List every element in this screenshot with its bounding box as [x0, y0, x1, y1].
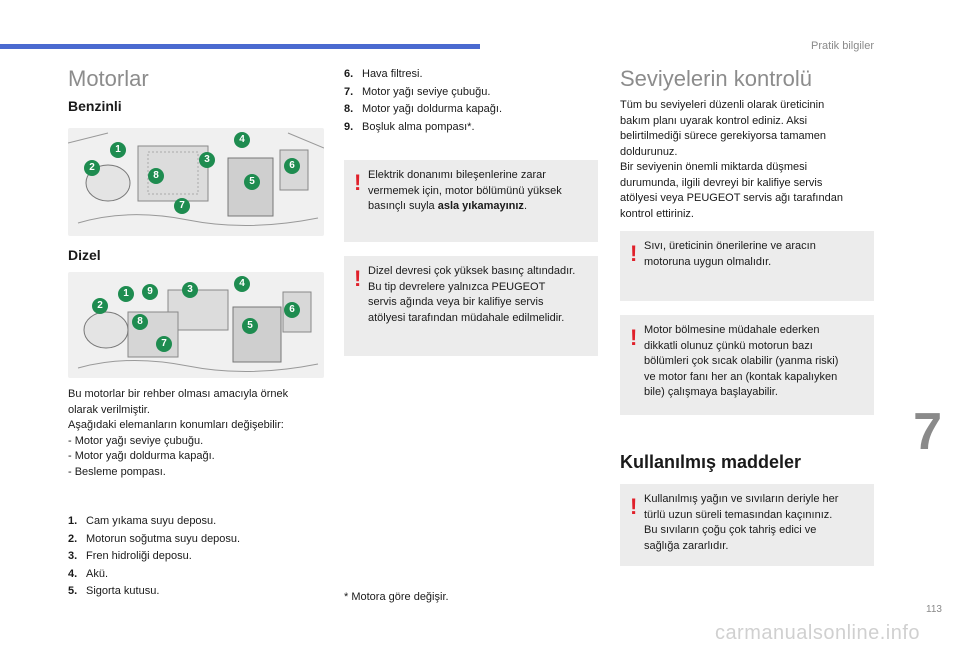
benzinli-engine-illustration: [68, 128, 324, 236]
callout-2: 2: [92, 298, 108, 314]
levels-intro-text: [620, 98, 880, 222]
warning-icon: !: [630, 325, 638, 350]
callout-6: 6: [284, 302, 300, 318]
heading-dizel: Dizel: [68, 247, 101, 263]
callout-6: 6: [284, 158, 300, 174]
dizel-engine-illustration: [68, 272, 324, 378]
warning-text: Motor bölmesine müdahale ederken dikkatli olunuz çünkü motorun bazı bölümleri çok sıcak olabilir (yanma riski) ve motor fanı her an (kontak kapalıyken bile) çalışmaya başlayabilir.: [644, 324, 839, 398]
callout-7: 7: [174, 198, 190, 214]
text-line: doldurunuz.: [620, 145, 678, 158]
page-number: 113: [926, 604, 942, 615]
callout-7: 7: [156, 336, 172, 352]
text-line: - Motor yağı doldurma kapağı.: [68, 450, 215, 462]
text-line: olarak verilmiştir.: [68, 403, 150, 416]
callout-9: 9: [142, 284, 158, 300]
warning-text: Dizel devresi çok yüksek basınç altındadır. Bu tip devrelere yalnızca PEUGEOT servis ağında veya bir kalifiye servis atölyesi tarafından müdahale edilmelidir.: [368, 265, 576, 324]
warning-box-washing: [344, 160, 598, 242]
warning-icon: !: [354, 170, 362, 195]
top-accent-bar: [0, 44, 480, 49]
warning-text: Elektrik donanımı bileşenlerine zarar vermemek için, motor bölümünü yüksek basınçlı suyla asla yıkamayınız.: [368, 169, 562, 212]
list-item: 8. Motor yağı doldurma kapağı.: [344, 103, 503, 115]
section-label: Pratik bilgiler: [811, 40, 874, 52]
list-item: 4. Akü.: [68, 567, 109, 580]
list-item: 7. Motor yağı seviye çubuğu.: [344, 85, 491, 98]
chapter-number: 7: [913, 403, 942, 461]
list-item: 2. Motorun soğutma suyu deposu.: [68, 532, 241, 545]
list-item: 5. Sigorta kutusu.: [68, 585, 160, 597]
list-item: 1. Cam yıkama suyu deposu.: [68, 515, 217, 527]
warning-box-fluid: [620, 231, 874, 301]
component-list-6-9: [344, 66, 594, 136]
watermark: carmanualsonline.info: [714, 622, 920, 644]
text-line: Bu motorlar bir rehber olması amacıyla örnek: [68, 388, 289, 400]
text-line: belirtilmediği sürece gerekiyorsa tamamen: [620, 130, 827, 142]
text-line: Bir seviyenin önemli miktarda düşmesi: [620, 161, 808, 173]
page-title-motorlar: Motorlar: [68, 66, 149, 91]
warning-icon: !: [630, 241, 638, 266]
warning-text: Kullanılmış yağın ve sıvıların deriyle her türlü uzun süreli temasından kaçınınız. Bu sıvıların çoğu çok tahriş edici ve sağlığa zararlıdır.: [644, 493, 839, 552]
callout-5: 5: [242, 318, 258, 334]
callout-3: 3: [199, 152, 215, 168]
warning-icon: !: [630, 494, 638, 519]
callout-4: 4: [234, 132, 250, 148]
callout-1: 1: [118, 286, 134, 302]
warning-icon: !: [354, 266, 362, 291]
heading-benzinli: Benzinli: [68, 98, 122, 114]
text-line: atölyesi veya PEUGEOT servis ağı tarafından: [620, 192, 843, 204]
list-item: 6. Hava filtresi.: [344, 68, 423, 80]
callout-5: 5: [244, 174, 260, 190]
text-line: Aşağıdaki elemanların konumları değişebilir:: [68, 419, 284, 431]
callout-4: 4: [234, 276, 250, 292]
text-line: kontrol ettiriniz.: [620, 207, 694, 220]
component-list-1-5: [68, 513, 328, 601]
callout-2: 2: [84, 160, 100, 176]
text-line: bakım planı uyarak kontrol ediniz. Aksi: [620, 114, 808, 127]
warning-text: Sıvı, üreticinin önerilerine ve aracın motoruna uygun olmalıdır.: [644, 240, 816, 268]
list-item: 9. Boşluk alma pompası*.: [344, 120, 475, 133]
warning-box-diesel: [344, 256, 598, 356]
text-line: - Motor yağı seviye çubuğu.: [68, 434, 204, 447]
warning-box-used-fluids: [620, 484, 874, 566]
title-seviyelerin-kontrolu: Seviyelerin kontrolü: [620, 66, 812, 91]
text-line: Tüm bu seviyeleri düzenli olarak üreticinin: [620, 99, 825, 111]
callout-8: 8: [148, 168, 164, 184]
callout-8: 8: [132, 314, 148, 330]
engine-drawing: [68, 128, 324, 236]
heading-kullanilmis-maddeler: Kullanılmış maddeler: [620, 452, 802, 472]
footnote: * Motora göre değişir.: [344, 591, 449, 603]
list-item: 3. Fren hidroliği deposu.: [68, 550, 192, 562]
callout-1: 1: [110, 142, 126, 158]
engines-intro-text: [68, 387, 328, 480]
text-line: durumunda, ilgili devreyi bir kalifiye servis: [620, 176, 823, 189]
text-line: - Besleme pompası.: [68, 465, 166, 478]
warning-box-hot-engine: [620, 315, 874, 415]
callout-3: 3: [182, 282, 198, 298]
